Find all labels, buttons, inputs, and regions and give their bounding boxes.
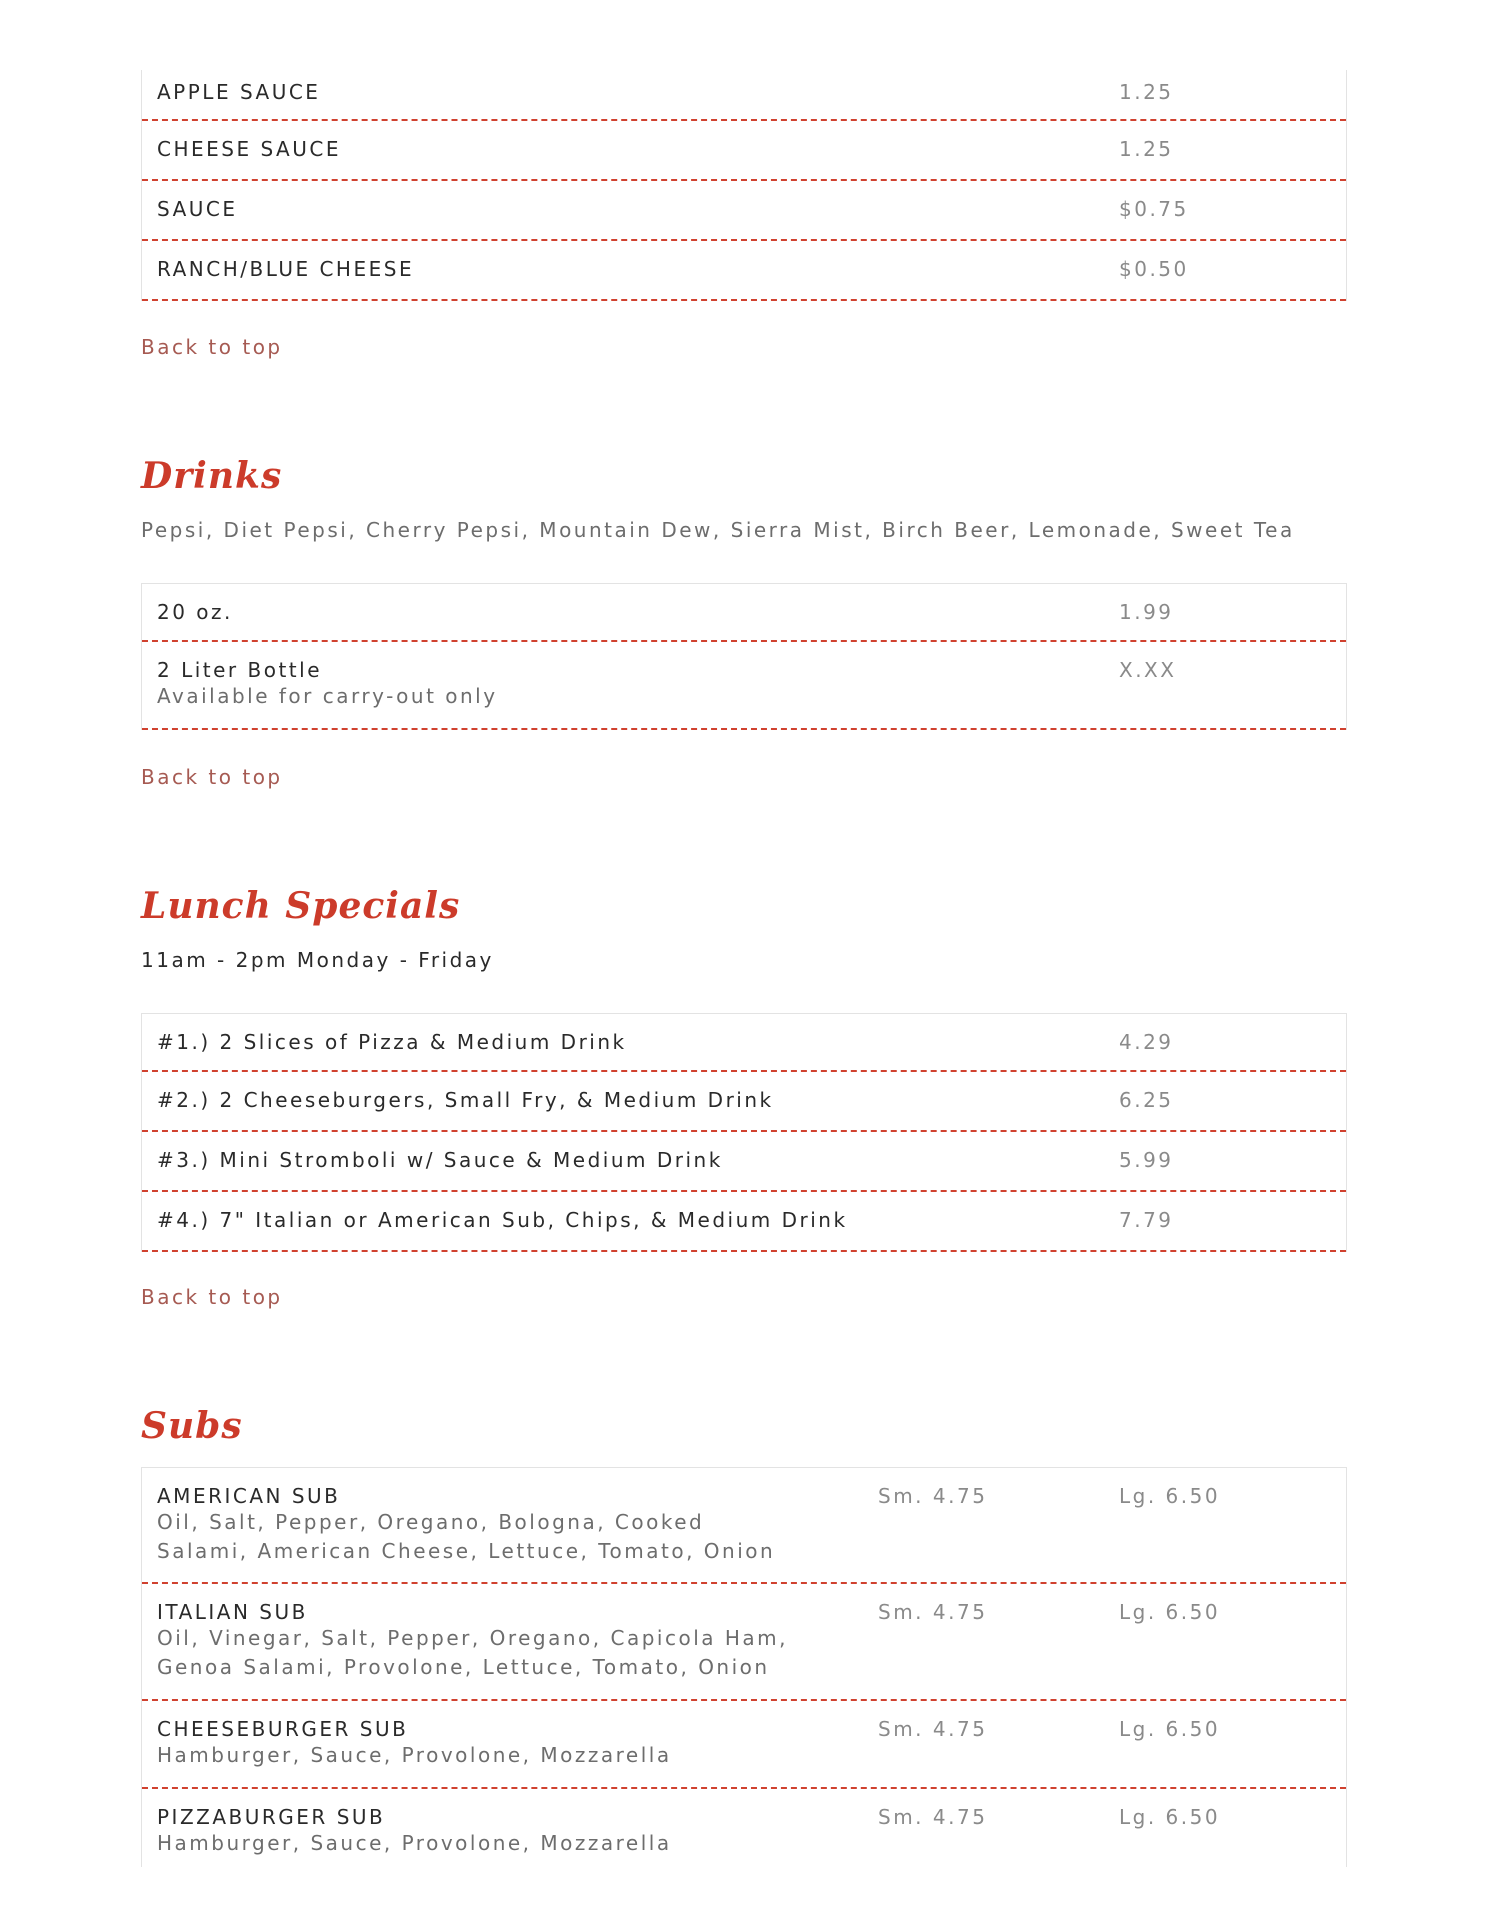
table-row (142, 1468, 1346, 1584)
section-subtitle: 11am - 2pm Monday - Friday (141, 948, 494, 972)
lunch-specials-table (141, 1013, 1347, 1252)
back-to-top-link[interactable]: Back to top (141, 1285, 283, 1309)
section-title-lunch-specials: Lunch Specials (141, 885, 461, 927)
section-subtitle: Pepsi, Diet Pepsi, Cherry Pepsi, Mountain Dew, Sierra Mist, Birch Beer, Lemonade, Sweet Tea (141, 518, 1295, 542)
item-name: #2.) 2 Cheeseburgers, Small Fry, & Medium Drink (157, 1088, 774, 1112)
item-description: Oil, Vinegar, Salt, Pepper, Oregano, Capicola Ham, Genoa Salami, Provolone, Lettuce, Tomato, Onion (157, 1626, 789, 1679)
item-name: 2 Liter Bottle (157, 658, 323, 682)
item-price: 7.79 (1119, 1208, 1174, 1232)
table-row (142, 241, 1346, 301)
item-name: #3.) Mini Stromboli w/ Sauce & Medium Drink (157, 1148, 723, 1172)
table-row (142, 1789, 1346, 1867)
item-price: X.XX (1119, 658, 1177, 682)
item-price: $0.50 (1119, 257, 1189, 281)
item-price: 4.29 (1119, 1030, 1174, 1054)
back-to-top-link[interactable]: Back to top (141, 335, 283, 359)
item-name: RANCH/BLUE CHEESE (157, 257, 415, 281)
item-price-large: Lg. 6.50 (1119, 1600, 1221, 1624)
item-price: 1.25 (1119, 137, 1174, 161)
sauces-table (141, 70, 1347, 301)
table-row (142, 1584, 1346, 1701)
item-price: 1.99 (1119, 600, 1174, 624)
item-price-small: Sm. 4.75 (878, 1805, 988, 1829)
table-row (142, 584, 1346, 642)
item-description: Available for carry-out only (157, 684, 498, 708)
item-name: CHEESEBURGER SUB (157, 1717, 409, 1741)
item-description: Hamburger, Sauce, Provolone, Mozzarella (157, 1743, 672, 1767)
item-price-large: Lg. 6.50 (1119, 1805, 1221, 1829)
section-title-subs: Subs (141, 1405, 243, 1447)
drinks-table (141, 583, 1347, 730)
item-price: 5.99 (1119, 1148, 1174, 1172)
item-price-large: Lg. 6.50 (1119, 1717, 1221, 1741)
table-row (142, 70, 1346, 121)
item-name: AMERICAN SUB (157, 1484, 341, 1508)
table-row (142, 1132, 1346, 1192)
item-name: #1.) 2 Slices of Pizza & Medium Drink (157, 1030, 627, 1054)
item-name: PIZZABURGER SUB (157, 1805, 386, 1829)
table-row (142, 1072, 1346, 1132)
table-row (142, 121, 1346, 181)
item-description: Oil, Salt, Pepper, Oregano, Bologna, Cooked Salami, American Cheese, Lettuce, Tomato, Onion (157, 1510, 776, 1563)
item-price-large: Lg. 6.50 (1119, 1484, 1221, 1508)
item-name: ITALIAN SUB (157, 1600, 308, 1624)
subs-table (141, 1467, 1347, 1867)
item-name: APPLE SAUCE (157, 80, 321, 104)
back-to-top-link[interactable]: Back to top (141, 765, 283, 789)
item-description: Hamburger, Sauce, Provolone, Mozzarella (157, 1831, 672, 1855)
item-name: CHEESE SAUCE (157, 137, 341, 161)
item-price-small: Sm. 4.75 (878, 1717, 988, 1741)
item-price: $0.75 (1119, 197, 1189, 221)
table-row (142, 1014, 1346, 1072)
item-price: 1.25 (1119, 80, 1174, 104)
item-name: SAUCE (157, 197, 238, 221)
item-name: 20 oz. (157, 600, 233, 624)
table-row (142, 642, 1346, 730)
item-price: 6.25 (1119, 1088, 1174, 1112)
item-price-small: Sm. 4.75 (878, 1600, 988, 1624)
section-title-drinks: Drinks (141, 455, 283, 497)
table-row (142, 181, 1346, 241)
table-row (142, 1701, 1346, 1789)
table-row (142, 1192, 1346, 1252)
item-price-small: Sm. 4.75 (878, 1484, 988, 1508)
item-name: #4.) 7" Italian or American Sub, Chips, & Medium Drink (157, 1208, 848, 1232)
